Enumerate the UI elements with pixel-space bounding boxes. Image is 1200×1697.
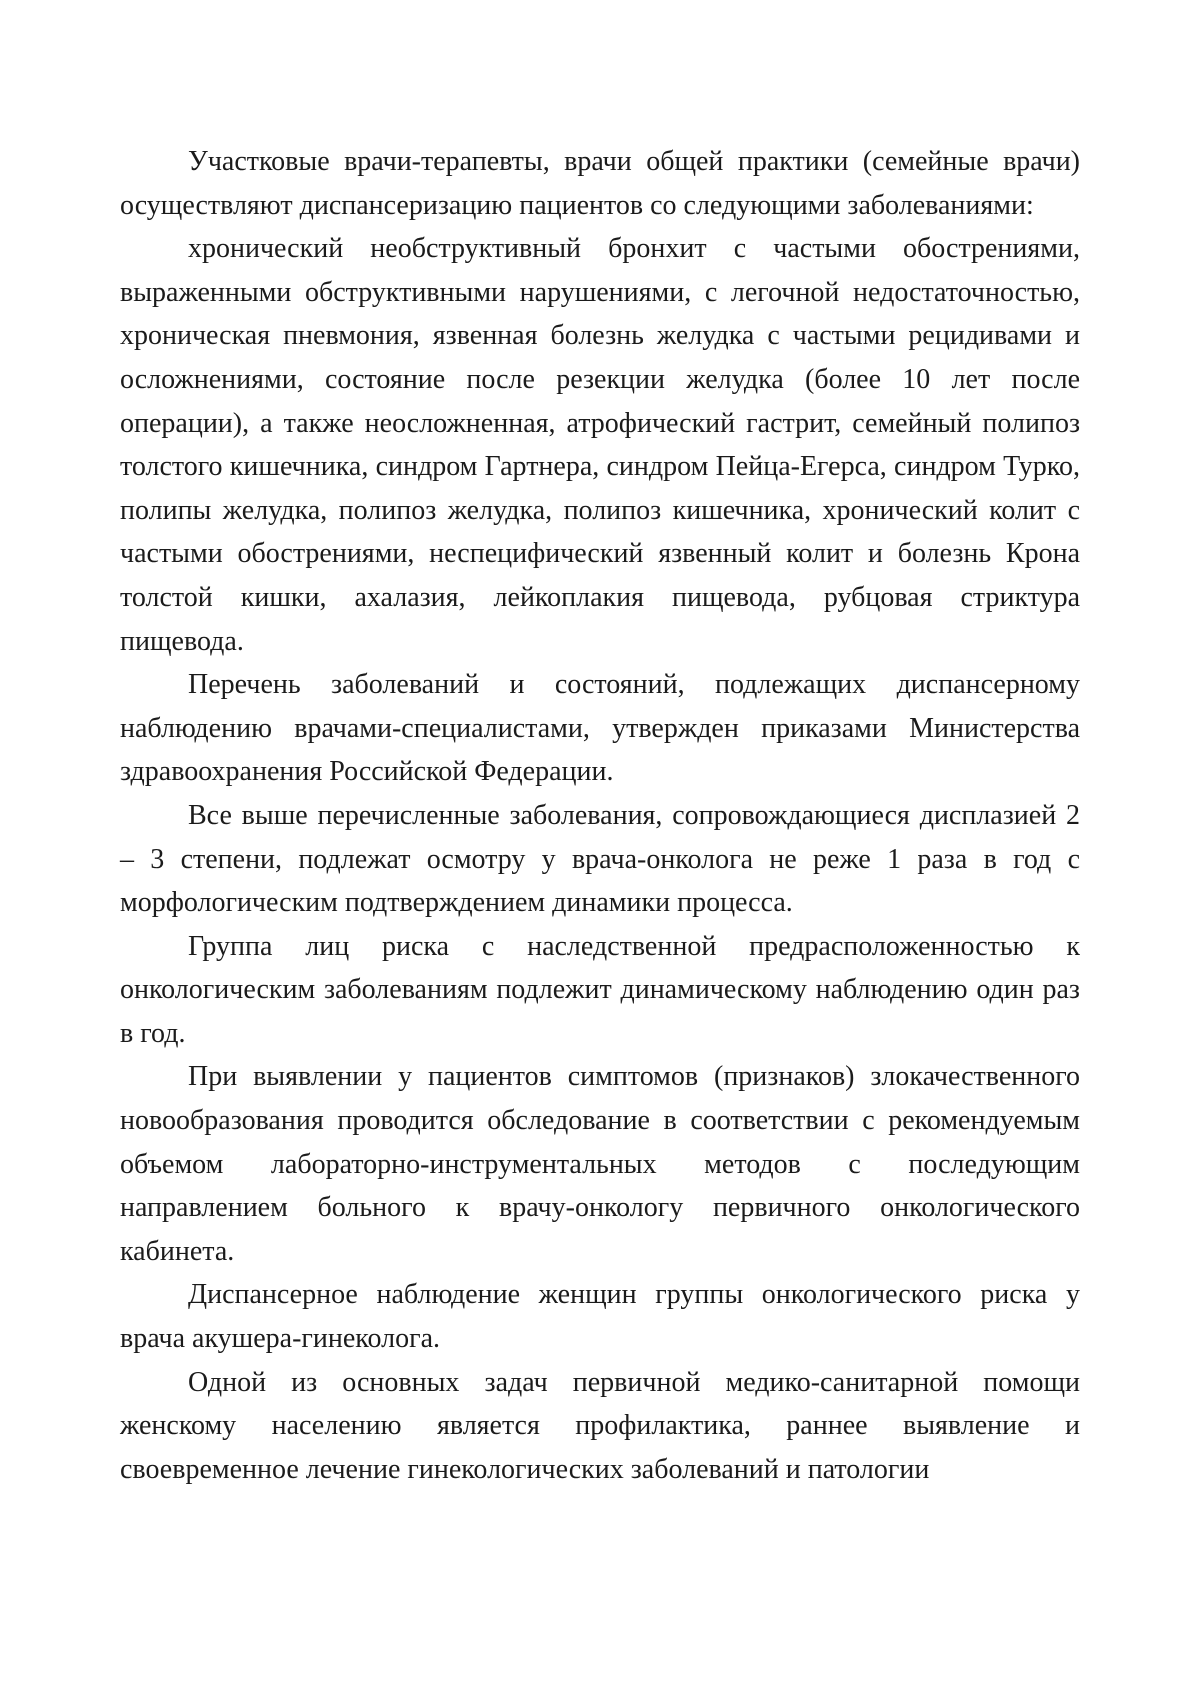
paragraph-primary-care-tasks: Одной из основных задач первичной медико-санитарной помощи женскому населению является профилактика, раннее выявление и своевременное лечение гинекологических заболеваний и патологии	[120, 1366, 1080, 1485]
paragraph-oncologist-exam: Все выше перечисленные заболевания, сопровождающиеся дисплазией 2 – 3 степени, подлежат осмотру у врача-онколога не реже 1 раза в год с морфологическим подтверждением динамики процесса.	[120, 799, 1080, 919]
paragraph-dispensary-therapists: Участковые врачи-терапевты, врачи общей практики (семейные врачи) осуществляют диспансеризацию пациентов со следующими заболеваниями:	[120, 146, 1080, 221]
document-body	[120, 140, 1080, 1491]
paragraph-hereditary-risk: Группа лиц риска с наследственной предрасположенностью к онкологическим заболеваниям подлежит динамическому наблюдению один раз в год.	[120, 930, 1080, 1049]
paragraph-specialists-list: Перечень заболеваний и состояний, подлежащих диспансерному наблюдению врачами-специалистами, утвержден приказами Министерства здравоохранения Российской Федерации.	[120, 669, 1080, 788]
paragraph-disease-list: хронический необструктивный бронхит с частыми обострениями, выраженными обструктивными нарушениями, с легочной недостаточностью, хроническая пневмония, язвенная болезнь желудка с частыми рецидивами и осложнениями, состояние после резекции желудка (более 10 лет после операции), а также неосложненная, атрофический гастрит, семейный полипоз толстого кишечника, синдром Гартнера, синдром Пейца-Егерса, синдром Турко, полипы желудка, полипоз желудка, полипоз кишечника, хронический колит с частыми обострениями, неспецифический язвенный колит и болезнь Крона толстой кишки, ахалазия, лейкоплакия пищевода, рубцовая стриктура пищевода.	[120, 233, 1080, 657]
paragraph-women-observation: Диспансерное наблюдение женщин группы онкологического риска у врача акушера-гинеколога.	[120, 1279, 1080, 1355]
paragraph-symptoms-referral: При выявлении у пациентов симптомов (признаков) злокачественного новообразования проводится обследование в соответствии с рекомендуемым объемом лабораторно-инструментальных методов с последующим направлением больного к врачу-онкологу первичного онкологического кабинета.	[120, 1061, 1080, 1267]
